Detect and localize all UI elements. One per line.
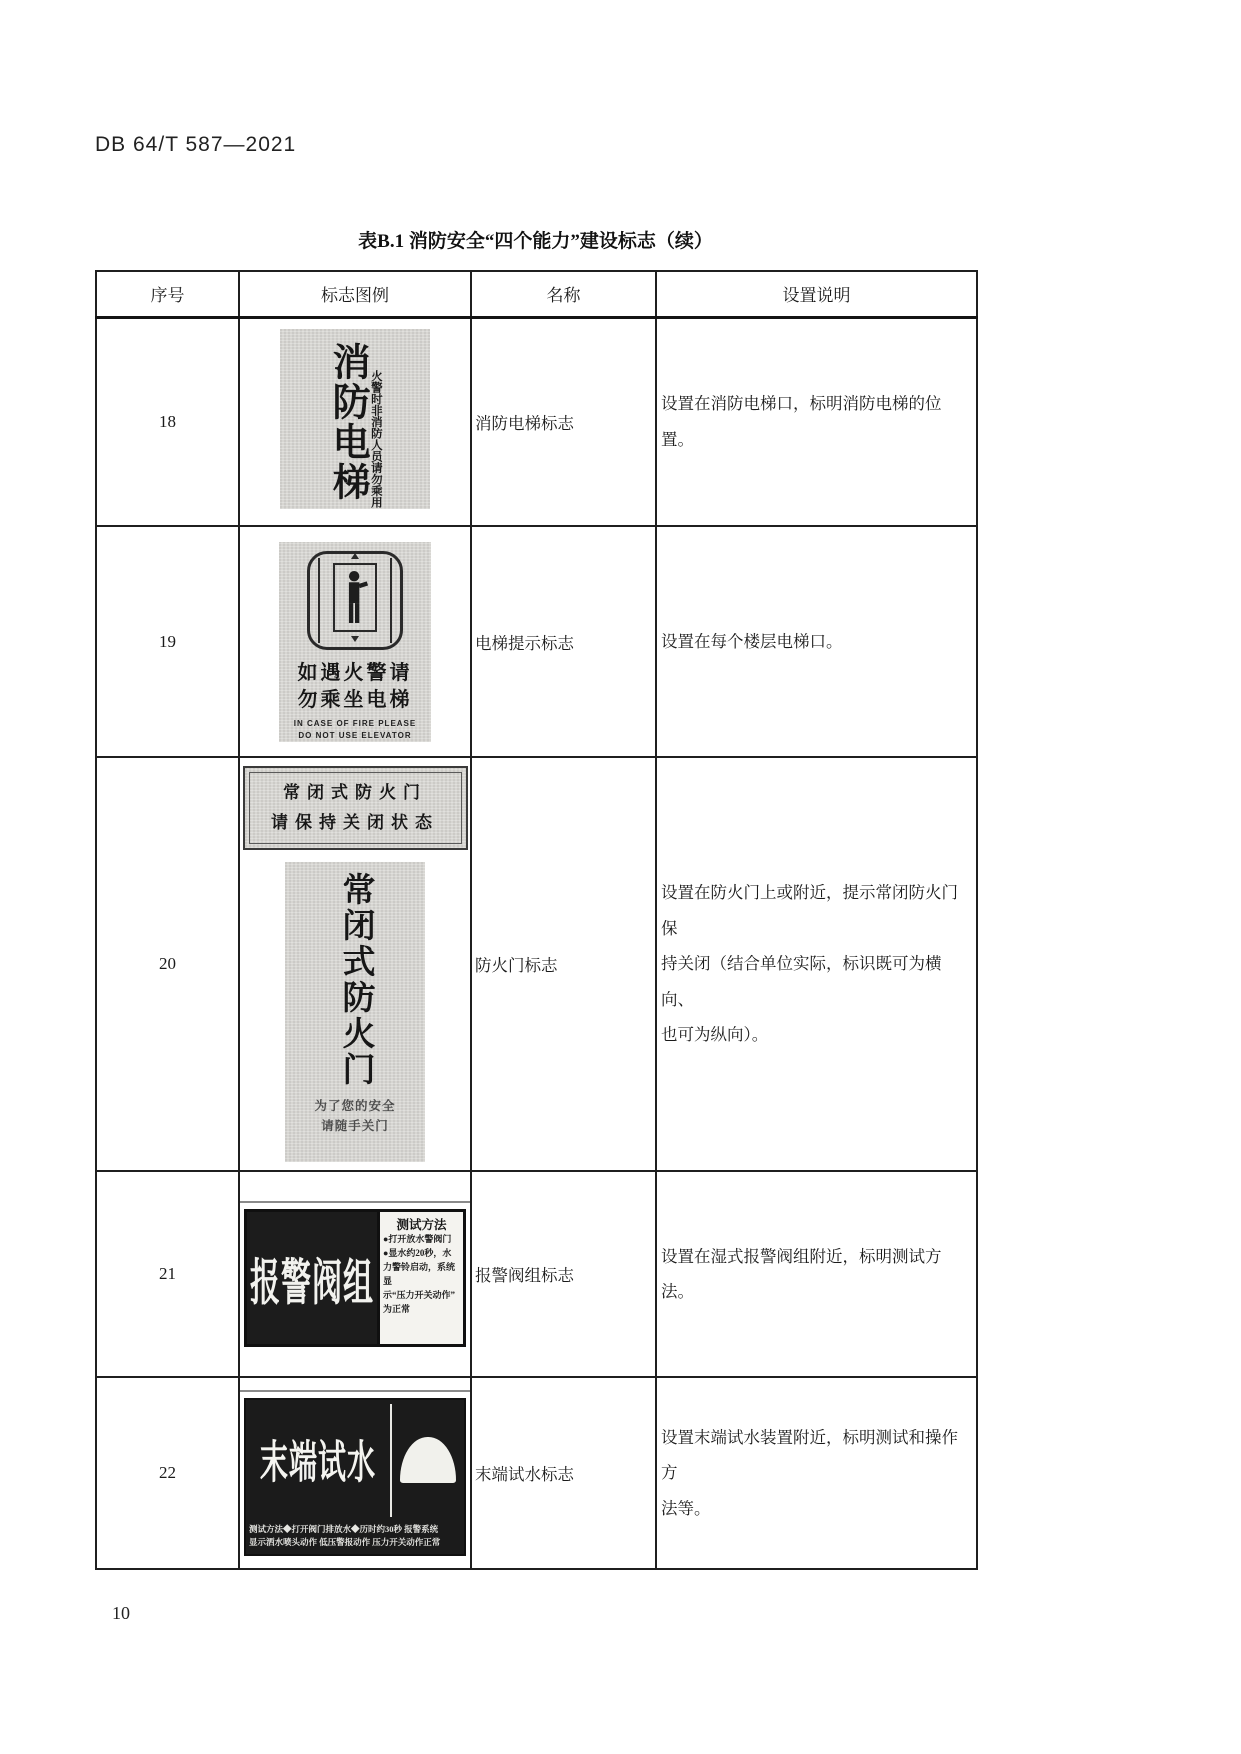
test-method-panel: 测试方法 ●打开放水警阀门 ●显水约20秒，水 力警铃启动，系统显 示“压力开关动作” 为正常 (377, 1212, 463, 1344)
row-number: 18 (96, 317, 239, 526)
sign-main-text: 末端试水 (259, 1439, 376, 1490)
sign-name: 消防电梯标志 (471, 317, 656, 526)
page-number: 10 (112, 1603, 130, 1623)
row-number: 22 (96, 1377, 239, 1569)
sign-cell (239, 526, 471, 757)
elevator-cab (333, 563, 377, 632)
header-name: 名称 (471, 271, 656, 317)
sign-name: 报警阀组标志 (471, 1171, 656, 1377)
sign-cell (239, 1377, 471, 1569)
fire-elevator-sign (280, 329, 430, 509)
scan-artifact-line (240, 1390, 470, 1392)
sprinkler-dome-icon (400, 1437, 456, 1483)
sign-cell (239, 317, 471, 526)
table-row (96, 757, 977, 1171)
sign-main-text: 报警阀组 (250, 1256, 374, 1311)
arrow-up-icon (351, 553, 359, 559)
sign-en-line2: DO NOT USE ELEVATOR (298, 730, 412, 740)
sign-footer-line1: 为了您的安全 (314, 1099, 396, 1113)
header-sign: 标志图例 (239, 271, 471, 317)
sign-line2: 请保持关闭状态 (271, 813, 439, 832)
table-row (96, 317, 977, 526)
sign-name: 防火门标志 (471, 757, 656, 1171)
arrow-down-icon (351, 636, 359, 642)
table-title: 表B.1 消防安全“四个能力”建设标志（续） (358, 231, 713, 252)
sign-zh-line1: 如遇火警请 (297, 661, 413, 684)
sign-main-text: 常闭式防火门 (337, 872, 374, 1088)
sign-en-line1: IN CASE OF FIRE PLEASE (293, 718, 417, 728)
table-row (96, 1171, 977, 1377)
row-number: 19 (96, 526, 239, 757)
sign-zh-line2: 勿乘坐电梯 (297, 688, 413, 711)
elevator-warning-sign (279, 542, 431, 742)
sign-main-text: 消防电梯 (326, 342, 369, 503)
sign-description: 设置在每个楼层电梯口。 (656, 526, 977, 757)
table-row (96, 1377, 977, 1569)
sign-line1: 常闭式防火门 (283, 783, 427, 803)
row-number: 21 (96, 1171, 239, 1377)
sign-description: 设置在防火门上或附近，提示常闭防火门保 持关闭（结合单位实际，标识既可为横向、 也可为纵向）。 (656, 757, 977, 1171)
fire-door-sign-horizontal (243, 766, 468, 850)
fire-door-sign-vertical (285, 862, 425, 1162)
sign-description: 设置在湿式报警阀组附近，标明测试方法。 (656, 1171, 977, 1377)
sign-cell (239, 757, 471, 1171)
row-number: 20 (96, 757, 239, 1171)
sign-description: 设置末端试水装置附近，标明测试和操作方 法等。 (656, 1377, 977, 1569)
elevator-person-icon (307, 551, 403, 650)
header-num: 序号 (96, 271, 239, 317)
signs-table (95, 270, 978, 1570)
document-code: DB 64/T 587—2021 (95, 133, 297, 156)
sign-name: 末端试水标志 (471, 1377, 656, 1569)
sign-side-text: 火警时非消防人员请勿乘用 (369, 370, 382, 509)
person-icon (342, 569, 368, 625)
sign-cell (239, 1171, 471, 1377)
sign-footer-line2: 请随手关门 (321, 1119, 389, 1133)
table-row (96, 526, 977, 757)
table-header-row (96, 271, 977, 317)
sign-name: 电梯提示标志 (471, 526, 656, 757)
end-test-water-sign: 末端试水 测试方法◆打开阀门排放水◆历时约30秒 报警系统 显示洒水喷头动作 低压警报动作 压力开关动作正常 (244, 1398, 466, 1556)
header-desc: 设置说明 (656, 271, 977, 317)
sign-description: 设置在消防电梯口，标明消防电梯的位置。 (656, 317, 977, 526)
panel-title: 测试方法 (396, 1218, 447, 1232)
alarm-valve-sign (244, 1209, 466, 1347)
